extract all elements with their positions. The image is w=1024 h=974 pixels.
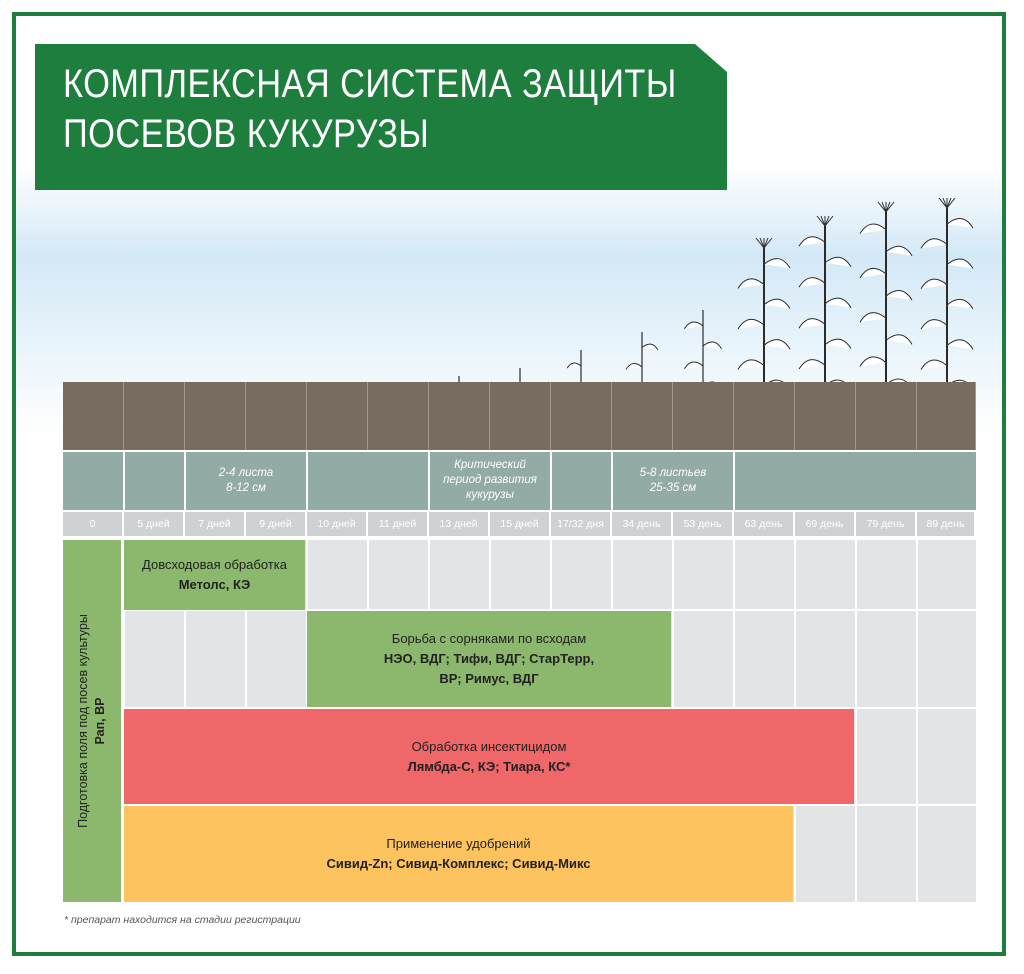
grid-cell (369, 540, 428, 609)
side-label-text: Подготовка поля под посев культуры (76, 614, 90, 828)
treatment-products: Метолс, КЭ (178, 577, 251, 592)
grid-cell (430, 540, 489, 609)
grid-cell (125, 611, 184, 707)
day-label: 34 день (612, 512, 673, 536)
treatment-label: Довсходовая обработка (142, 557, 287, 572)
grid-cell (674, 611, 733, 707)
grid-cell (796, 540, 855, 609)
grid-cell (857, 540, 916, 609)
stage-divider (123, 452, 125, 510)
day-label: 11 дней (368, 512, 429, 536)
day-label: 9 дней (246, 512, 307, 536)
day-label: 0 (63, 512, 124, 536)
grid-cell (857, 709, 916, 804)
stage-height: 25-35 см (649, 482, 697, 494)
soil-cell (795, 382, 856, 450)
soil-cell (368, 382, 429, 450)
soil-cell (673, 382, 734, 450)
soil-cell (490, 382, 551, 450)
grid-cell (735, 540, 794, 609)
stage-label: 5-8 листьев (639, 467, 707, 479)
grid-cell (491, 540, 550, 609)
soil-cell (124, 382, 185, 450)
day-label: 7 дней (185, 512, 246, 536)
soil-cell (307, 382, 368, 450)
treatment-products-line2: ВР; Римус, ВДГ (439, 671, 539, 686)
grid-cell (857, 806, 916, 902)
preemergence-treatment-bar (124, 540, 305, 610)
weed-control-bar (307, 611, 671, 707)
day-label: 69 день (795, 512, 856, 536)
grid-cell (918, 611, 976, 707)
grid-cell (613, 540, 672, 609)
stage-divider (550, 452, 552, 510)
day-label: 89 день (917, 512, 976, 536)
footnote: * препарат находится на стадии регистрации (64, 914, 301, 926)
soil-cell (734, 382, 795, 450)
stage-label: кукурузы (466, 489, 514, 501)
treatment-products: Лямбда-С, КЭ; Тиара, КС* (407, 758, 571, 774)
grid-cell (918, 540, 976, 609)
side-product: Рап, ВР (93, 697, 107, 745)
soil-cell (246, 382, 307, 450)
treatment-label: Борьба с сорняками по всходам (391, 631, 587, 646)
grid-cell (247, 611, 306, 707)
soil-cell (917, 382, 976, 450)
treatment-products-line1: НЭО, ВДГ; Тифи, ВДГ; СтарТерр, (383, 651, 595, 666)
day-label: 15 дней (490, 512, 551, 536)
day-label: 13 дней (429, 512, 490, 536)
day-label: 63 день (734, 512, 795, 536)
grid-cell (796, 806, 855, 902)
soil-cell (856, 382, 917, 450)
stage-divider (733, 452, 735, 510)
stage-2-4-leaves (186, 466, 306, 496)
soil-cell (429, 382, 490, 450)
page-title-line1: КОМПЛЕКСНАЯ СИСТЕМА ЗАЩИТЫ (63, 62, 677, 106)
field-preparation-label (75, 614, 109, 828)
page-title-line2: ПОСЕВОВ КУКУРУЗЫ (63, 112, 430, 156)
grid-cell (918, 709, 976, 804)
treatment-products: Сивид-Zn; Сивид-Комплекс; Сивид-Микс (326, 856, 591, 871)
insecticide-treatment-bar (124, 709, 854, 804)
soil-cell (185, 382, 246, 450)
stage-label: Критический (454, 459, 526, 471)
day-label: 53 день (673, 512, 734, 536)
soil-cell (63, 382, 124, 450)
grid-cell (186, 611, 245, 707)
day-label: 17/32 дня (551, 512, 612, 536)
grid-cell (308, 540, 367, 609)
fertilizer-application-bar (124, 806, 793, 902)
day-label: 79 день (856, 512, 917, 536)
treatment-label: Обработка инсектицидом (411, 738, 567, 754)
stage-5-8-leaves (613, 466, 733, 496)
stage-label: 2-4 листа (218, 467, 274, 479)
day-label: 10 дней (307, 512, 368, 536)
soil-cell (551, 382, 612, 450)
grid-cell (796, 611, 855, 707)
stage-divider (306, 452, 308, 510)
grid-cell (857, 611, 916, 707)
grid-cell (918, 806, 976, 902)
soil-cell (612, 382, 673, 450)
stage-critical-period (430, 458, 550, 503)
treatment-label: Применение удобрений (386, 836, 531, 851)
grid-cell (552, 540, 611, 609)
day-label: 5 дней (124, 512, 185, 536)
grid-cell (674, 540, 733, 609)
stage-label: период развития (443, 474, 537, 486)
grid-cell (735, 611, 794, 707)
stage-height: 8-12 см (226, 482, 266, 494)
